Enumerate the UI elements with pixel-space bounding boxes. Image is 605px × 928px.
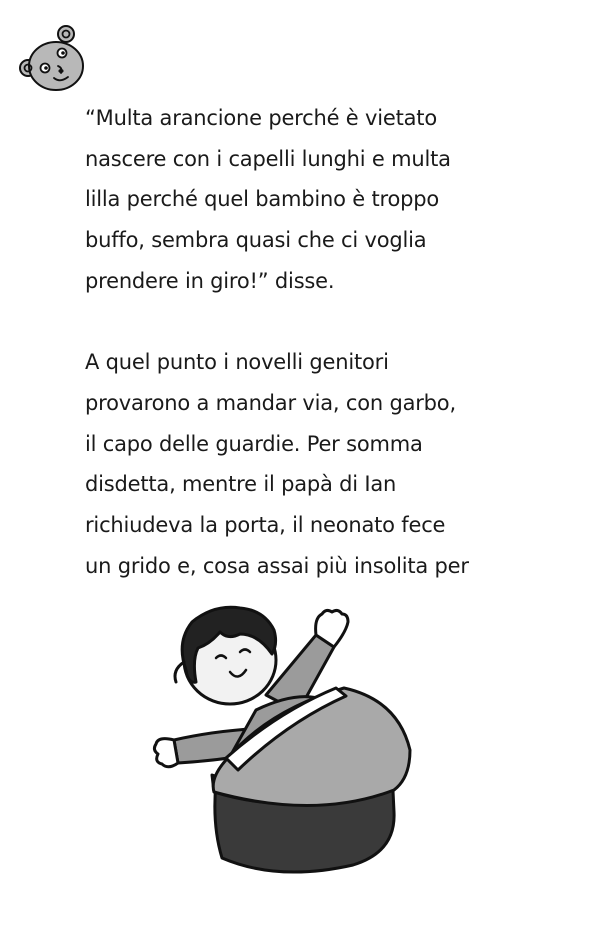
text-line: nascere con i capelli lunghi e multa bbox=[85, 146, 451, 171]
text-line: disdetta, mentre il papà di Ian bbox=[85, 472, 397, 497]
text-line: provarono a mandar via, con garbo, bbox=[85, 390, 456, 415]
baby-in-bassinet-illustration bbox=[148, 600, 418, 885]
text-line: buffo, sembra quasi che ci voglia bbox=[85, 228, 427, 253]
text-line: prendere in giro!” disse. bbox=[85, 268, 335, 293]
bear-face-icon bbox=[16, 22, 88, 94]
text-line: un grido e, cosa assai più insolita per bbox=[85, 553, 469, 578]
text-line: “Multa arancione perché è vietato bbox=[85, 106, 437, 130]
paragraph-1 bbox=[85, 98, 555, 302]
text-line: A quel punto i novelli genitori bbox=[85, 350, 389, 375]
paragraph-2 bbox=[85, 342, 555, 586]
text-line: il capo delle guardie. Per somma bbox=[85, 431, 423, 456]
story-text bbox=[85, 98, 555, 586]
text-line: richiudeva la porta, il neonato fece bbox=[85, 513, 446, 538]
text-line: lilla perché quel bambino è troppo bbox=[85, 187, 440, 212]
